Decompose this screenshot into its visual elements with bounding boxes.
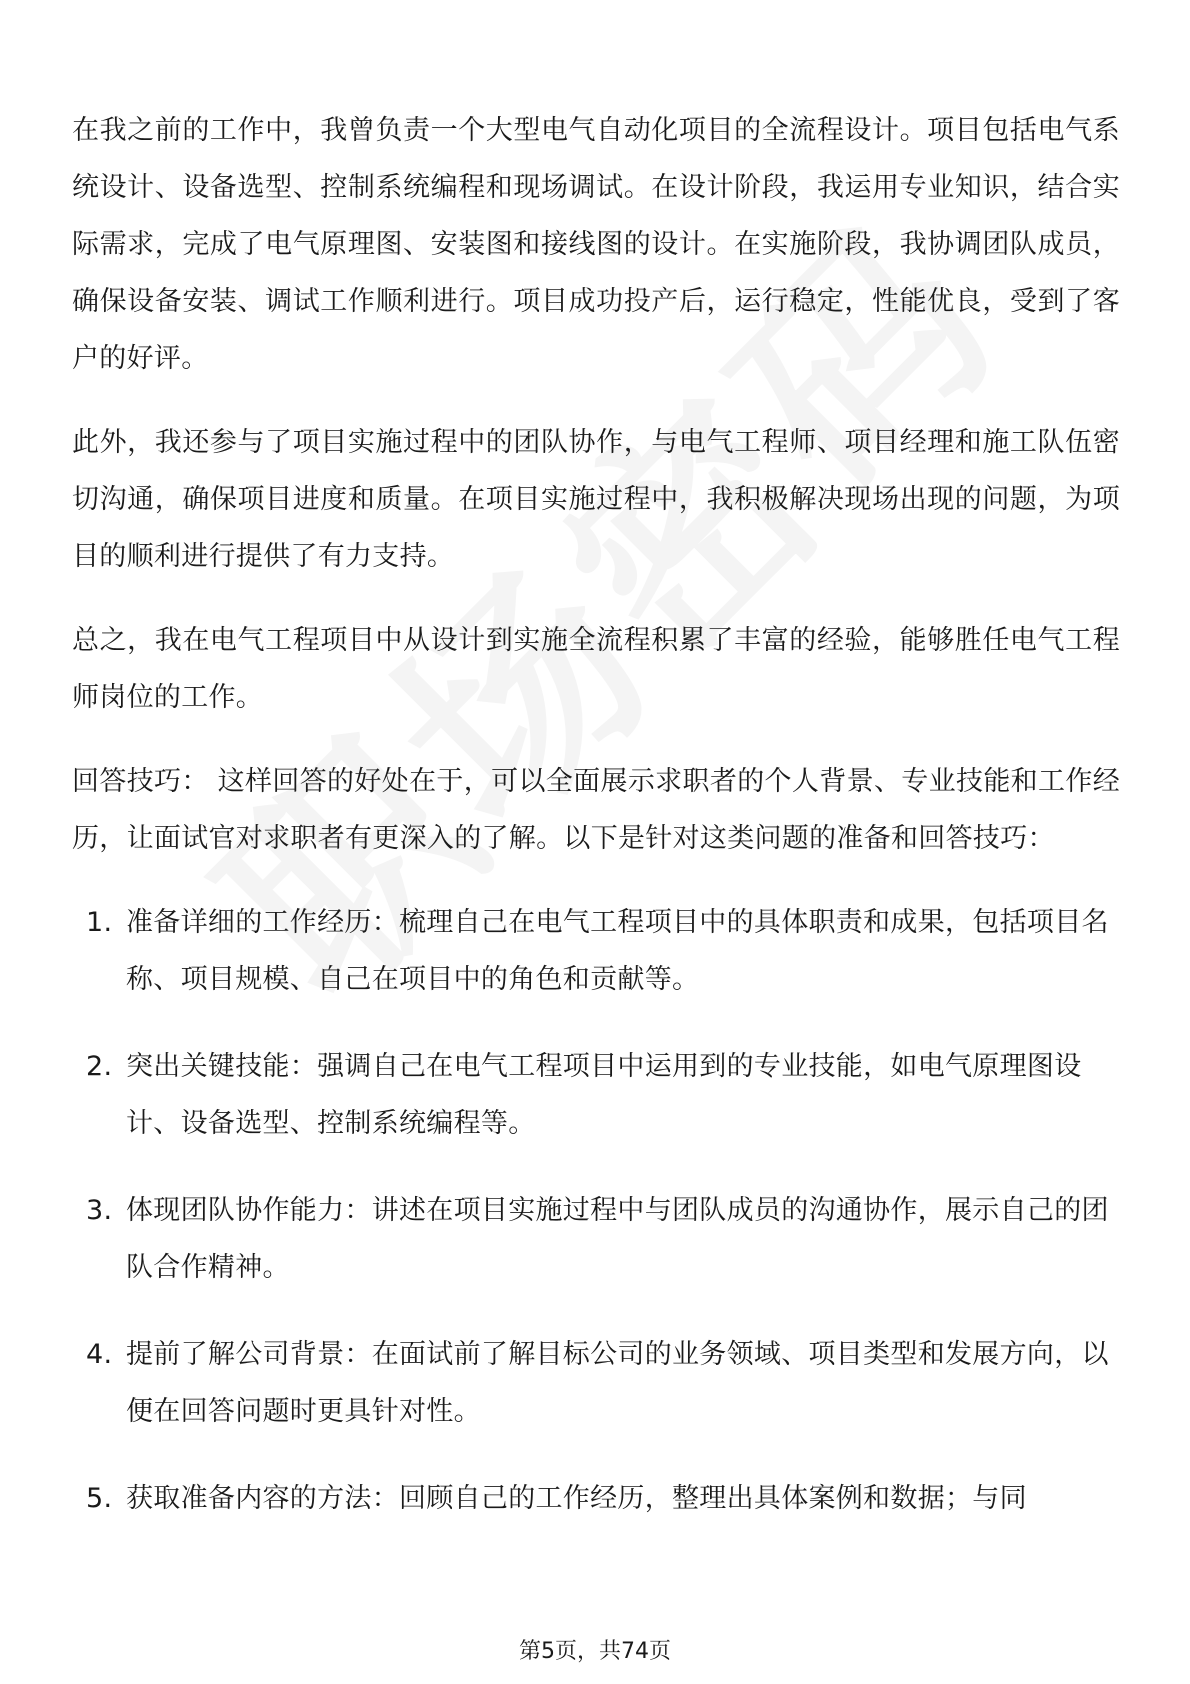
- list-item: [72, 1038, 1120, 1152]
- list-item-text: 体现团队协作能力：讲述在项目实施过程中与团队成员的沟通协作，展示自己的团队合作精神。: [126, 1195, 1109, 1283]
- list-number: 3.: [86, 1195, 113, 1226]
- list-number: 5.: [86, 1483, 113, 1514]
- page-footer: 第5页，共74页: [519, 1639, 671, 1664]
- list-item-text: 获取准备内容的方法：回顾自己的工作经历，整理出具体案例和数据；与同: [126, 1483, 1027, 1514]
- list-number: 2.: [86, 1051, 113, 1082]
- list-number: 4.: [86, 1339, 113, 1370]
- list-item: [72, 894, 1120, 1008]
- paragraph-project-experience: 在我之前的工作中，我曾负责一个大型电气自动化项目的全流程设计。项目包括电气系统设计、设备选型、控制系统编程和现场调试。在设计阶段，我运用专业知识，结合实际需求，完成了电气原理图、安装图和接线图的设计。在实施阶段，我协调团队成员，确保设备安装、调试工作顺利进行。项目成功投产后，运行稳定，性能优良，受到了客户的好评。: [72, 115, 1120, 374]
- paragraph-summary: 总之，我在电气工程项目中从设计到实施全流程积累了丰富的经验，能够胜任电气工程师岗位的工作。: [72, 625, 1120, 713]
- paragraph-team-collaboration: 此外，我还参与了项目实施过程中的团队协作，与电气工程师、项目经理和施工队伍密切沟通，确保项目进度和质量。在项目实施过程中，我积极解决现场出现的问题，为项目的顺利进行提供了有力支持。: [72, 427, 1120, 572]
- list-number: 1.: [86, 907, 113, 938]
- list-item: [72, 1470, 1120, 1527]
- list-item-text: 提前了解公司背景：在面试前了解目标公司的业务领域、项目类型和发展方向，以便在回答问题时更具针对性。: [126, 1339, 1109, 1427]
- list-item: [72, 1326, 1120, 1440]
- paragraph-answer-tips-intro: 回答技巧： 这样回答的好处在于，可以全面展示求职者的个人背景、专业技能和工作经历，让面试官对求职者有更深入的了解。以下是针对这类问题的准备和回答技巧：: [72, 766, 1120, 854]
- tips-list: [72, 894, 1120, 1527]
- document-body: [72, 102, 1120, 1557]
- list-item-text: 准备详细的工作经历：梳理自己在电气工程项目中的具体职责和成果，包括项目名称、项目规模、自己在项目中的角色和贡献等。: [126, 907, 1109, 995]
- list-item-text: 突出关键技能：强调自己在电气工程项目中运用到的专业技能，如电气原理图设计、设备选型、控制系统编程等。: [126, 1051, 1082, 1139]
- list-item: [72, 1182, 1120, 1296]
